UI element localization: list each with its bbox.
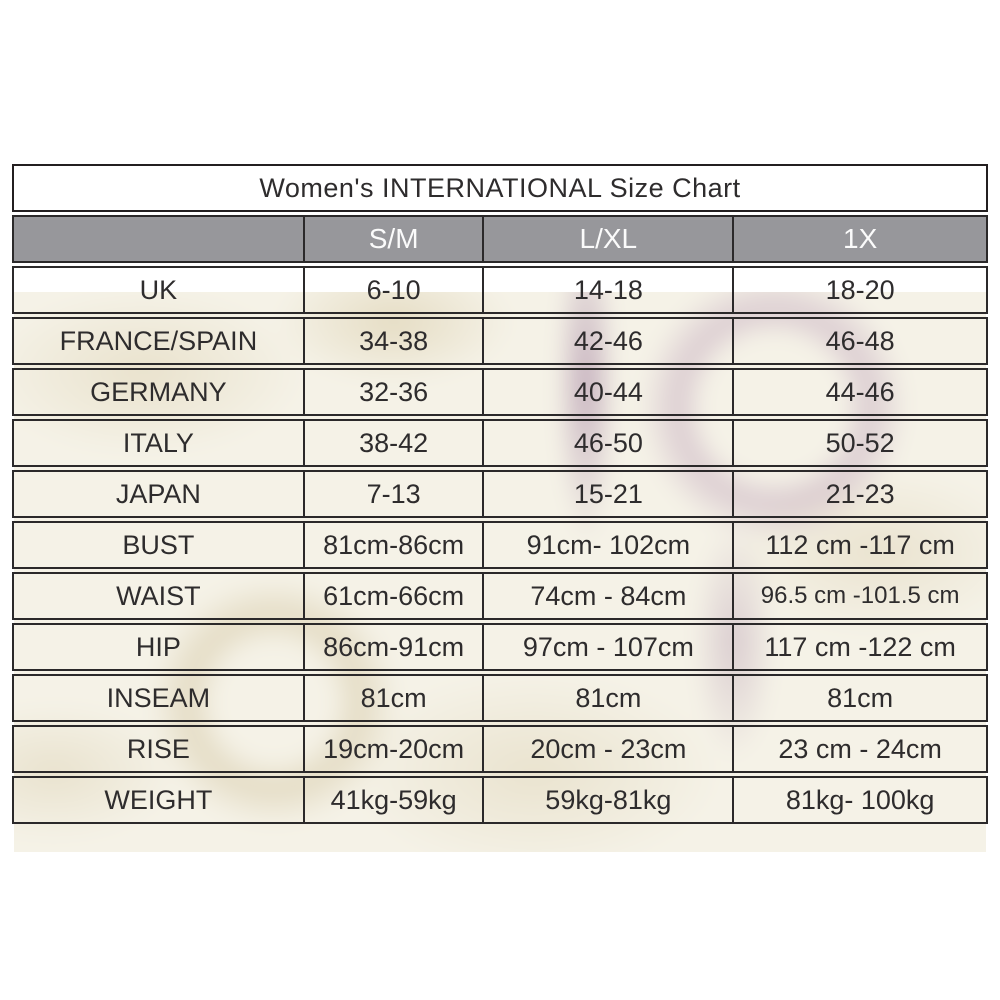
table-cell: 41kg-59kg [303,776,483,824]
table-cell: 117 cm -122 cm [732,623,988,671]
table-cell: 15-21 [482,470,732,518]
table-cell: 32-36 [303,368,483,416]
table-cell: 6-10 [303,266,483,314]
table-row-hip [12,623,988,671]
table-cell: 14-18 [482,266,732,314]
table-cell: 46-48 [732,317,988,365]
table-cell: 50-52 [732,419,988,467]
header-size-1x: 1X [732,215,988,263]
row-label: HIP [12,623,303,671]
table-cell: 34-38 [303,317,483,365]
table-row-bust [12,521,988,569]
row-label: UK [12,266,303,314]
table-row-japan [12,470,988,518]
header-size-lxl: L/XL [482,215,732,263]
table-row-italy [12,419,988,467]
table-row-weight [12,776,988,824]
row-label: ITALY [12,419,303,467]
table-cell: 81kg- 100kg [732,776,988,824]
table-row-rise [12,725,988,773]
header-size-sm: S/M [303,215,483,263]
row-label: JAPAN [12,470,303,518]
row-label: WAIST [12,572,303,620]
table-cell: 42-46 [482,317,732,365]
table-cell: 81cm-86cm [303,521,483,569]
title-row [12,164,988,212]
table-row-inseam [12,674,988,722]
table-cell: 46-50 [482,419,732,467]
table-row-waist [12,572,988,620]
table-cell: 74cm - 84cm [482,572,732,620]
table-cell: 21-23 [732,470,988,518]
table-row-germany [12,368,988,416]
table-cell: 23 cm - 24cm [732,725,988,773]
row-label: RISE [12,725,303,773]
table-cell: 40-44 [482,368,732,416]
row-label: INSEAM [12,674,303,722]
international-size-chart-table [12,161,988,827]
table-cell: 97cm - 107cm [482,623,732,671]
table-cell: 81cm [732,674,988,722]
table-cell: 44-46 [732,368,988,416]
table-cell: 96.5 cm -101.5 cm [732,572,988,620]
table-row-uk [12,266,988,314]
table-cell: 112 cm -117 cm [732,521,988,569]
table-cell: 18-20 [732,266,988,314]
table-cell: 81cm [482,674,732,722]
table-cell: 7-13 [303,470,483,518]
chart-title: Women's INTERNATIONAL Size Chart [12,164,988,212]
table-cell: 86cm-91cm [303,623,483,671]
table-cell: 38-42 [303,419,483,467]
row-label: GERMANY [12,368,303,416]
header-row [12,215,988,263]
row-label: FRANCE/SPAIN [12,317,303,365]
table-cell: 59kg-81kg [482,776,732,824]
table-cell: 91cm- 102cm [482,521,732,569]
header-empty-cell [12,215,303,263]
row-label: BUST [12,521,303,569]
table-cell: 61cm-66cm [303,572,483,620]
table-row-france-spain [12,317,988,365]
row-label: WEIGHT [12,776,303,824]
table-cell: 81cm [303,674,483,722]
table-cell: 20cm - 23cm [482,725,732,773]
table-cell: 19cm-20cm [303,725,483,773]
